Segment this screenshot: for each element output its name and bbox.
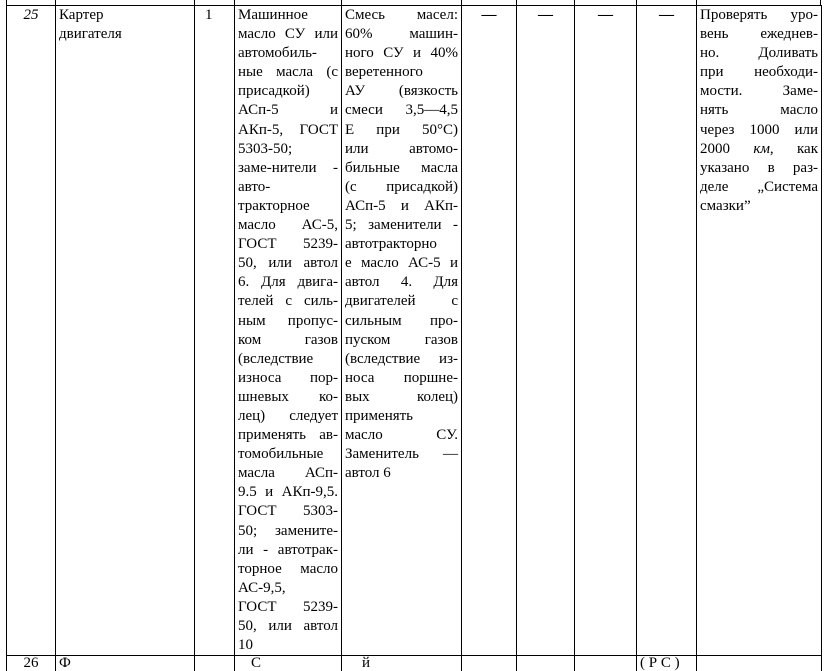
note-line: нять масло [700,102,818,119]
part-name-line: Картер [59,7,104,23]
summer-line: АКп-5, ГОСТ [238,121,338,138]
dash-cell [637,656,697,671]
winter-line: АУ (вязкость [345,83,458,100]
summer-line: (вследствие [238,350,314,367]
winter-line: веретенного [345,64,423,81]
summer-line: автомобиль- [238,45,317,62]
summer-line: ГОСТ 5239- [238,598,338,615]
dash-cell [637,6,697,656]
summer-line: 10 [238,637,253,654]
dash-mark: — [598,7,613,23]
part-name-cell [56,6,195,656]
winter-lubricant-cell [342,656,462,671]
winter-line: бильные масла [345,159,458,176]
summer-line: тракторное [238,197,310,214]
summer-line: 5303-50; [238,140,293,157]
summer-line: ным пропус- [238,312,338,329]
summer-line: АС-9,5, [238,579,286,596]
row-number-cell [7,656,56,671]
note-line: при необходи- [700,64,818,81]
winter-line: Е при 50°С) [345,121,458,138]
row-number-cell [7,6,56,656]
table-row-25 [7,6,822,656]
winter-lubricant-cell [342,6,462,656]
dash-cell [517,6,575,656]
row-number: 25 [23,7,39,23]
dash-cell [575,6,637,656]
summer-line: торное масло [238,560,338,577]
note-line: указано в раз- [700,159,818,176]
summer-line: масла АСп- [238,465,338,482]
winter-line: 60% машин- [345,26,458,43]
summer-line: 9.5 и АКп-9,5. [238,484,338,501]
summer-line: АСп-5 и [238,102,338,119]
winter-line: смеси 3,5—4,5 [345,102,458,119]
winter-line: Заменитель — [345,446,458,463]
dash-mark: — [659,7,674,23]
summer-line: 50, или автол [238,255,338,272]
note-line: 2000 км, как [700,140,818,157]
winter-line: пуском газов [345,331,458,348]
winter-line: двигателей с [345,293,458,310]
winter-line: (вследствие из- [345,350,458,367]
note-line: но. Доливать [700,45,818,62]
summer-line: телей с силь- [238,293,338,310]
winter-line: ного СУ и 40% [345,45,458,62]
summer-lubricant-cell [235,6,342,656]
summer-line: лец) следует [238,407,338,424]
lubrication-table [6,5,822,671]
summer-line: ные масла (с [238,64,338,81]
summer-line: ГОСТ 5239- [238,236,338,253]
dash-mark: — [538,7,553,23]
note-line: через 1000 или [700,121,818,138]
dash-cell [462,656,517,671]
table-row-26 [7,656,822,671]
winter-line: носа поршне- [345,369,458,386]
maintenance-note-cell [697,6,822,656]
row-number: 26 [23,655,39,671]
winter-line: сильным про- [345,312,458,329]
winter-line: применять [345,407,414,424]
summer-line: ГОСТ 5303- [238,503,338,520]
note-line: мости. Заме- [700,83,818,100]
part-name-fragment: Ф [59,655,71,671]
maintenance-note-cell [697,656,822,671]
dash-cell [462,6,517,656]
note-fragment: ( Р С ) [640,655,680,671]
part-name-cell [56,656,195,671]
dash-mark: — [481,7,497,23]
summer-line: ком газов [238,331,338,348]
note-line: смазки” [700,197,751,214]
dash-cell [575,656,637,671]
summer-line: масло СУ или [238,26,338,43]
winter-line: или автомо- [345,140,458,157]
summer-fragment: С [251,655,262,671]
winter-line: АСп-5 и АКп- [345,197,458,214]
winter-line: е масло АС-5 и [345,255,458,272]
winter-line: автотракторно [345,236,437,253]
winter-line: 5; заменители - [345,217,458,234]
summer-line: Машинное [238,7,308,23]
summer-line: заме-нители - [238,159,338,176]
summer-lubricant-cell [235,656,342,671]
summer-line: шневых ко- [238,388,338,405]
note-line: Проверять уро- [700,7,818,23]
quantity-cell [195,6,235,656]
winter-line: Смесь масел: [345,7,458,23]
unit-km: км [753,140,770,157]
winter-line: автол 6 [345,465,391,482]
summer-line: 6. Для двига- [238,274,338,291]
winter-fragment: й [362,655,371,671]
note-line: деле „Система [700,178,818,195]
quantity-cell [195,656,235,671]
summer-line: масло АС-5, [238,217,338,234]
summer-line: износа пор- [238,369,338,386]
winter-line: вых колец) [345,388,458,405]
summer-line: 50, или автол [238,618,338,634]
dash-cell [517,656,575,671]
summer-line: ли - автотрак- [238,541,338,558]
summer-line: применять ав- [238,427,338,444]
summer-line: томобильные [238,446,324,463]
summer-line: авто- [238,178,271,195]
summer-line: 50; замените- [238,522,338,539]
part-name-line: двигателя [59,26,122,43]
note-line: вень ежеднев- [700,26,818,43]
summer-line: присадкой) [238,83,310,100]
winter-line: масло СУ. [345,427,458,444]
winter-line: автол 4. Для [345,274,458,291]
quantity-value: 1 [205,7,213,23]
winter-line: (с присадкой) [345,178,458,195]
